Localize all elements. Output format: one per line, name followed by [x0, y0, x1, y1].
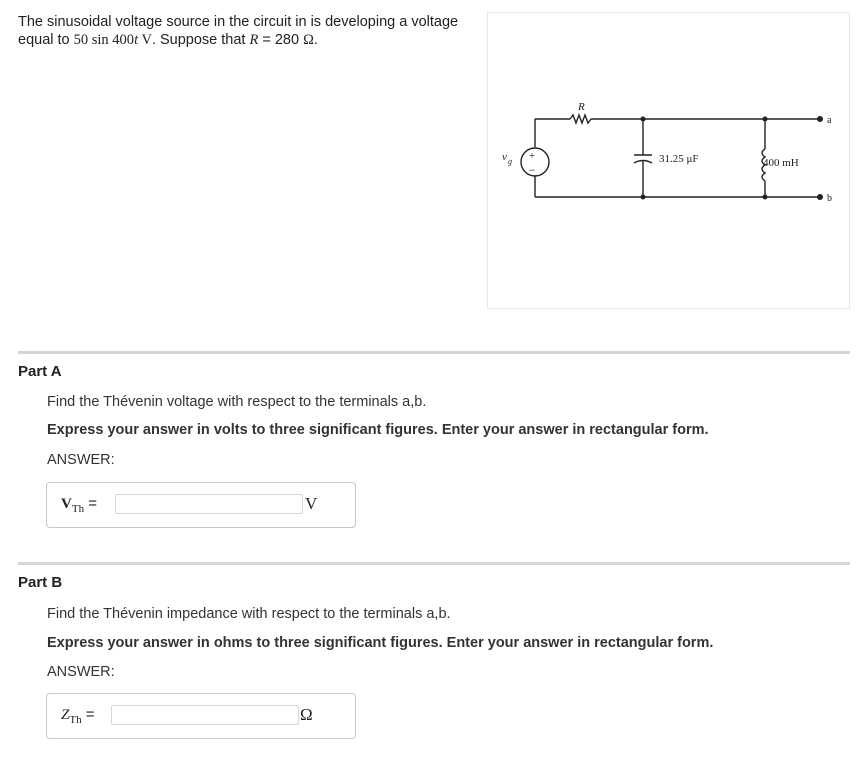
capacitor-label: 31.25 μF [659, 153, 699, 165]
resistance-symbol: R [249, 32, 259, 48]
problem-equal-to: equal to [18, 32, 70, 48]
problem-statement: The sinusoidal voltage source in the circuit in is developing a voltage equal to 50 sin 400t V. Suppose that R = 280 Ω. [18, 14, 459, 48]
part-b-instruction: Express your answer in ohms to three significant figures. Enter your answer in rectangular form. [47, 635, 714, 651]
resistor-zigzag [570, 115, 591, 123]
part-b-answer-box [46, 693, 356, 739]
terminal-a-dot [817, 116, 823, 122]
voltage-expression: 50 sin 400t V [73, 32, 152, 48]
terminal-a-label: a [827, 115, 832, 126]
source-plus: + [528, 150, 536, 162]
part-a-answer-label: ANSWER: [47, 452, 115, 468]
part-a-answer-box [46, 482, 356, 528]
zth-label: $Z_{Th}$ = [61, 706, 95, 726]
source-subscript: g [508, 157, 512, 166]
problem-intro: The sinusoidal voltage source in the circuit in is developing a voltage [18, 14, 459, 30]
part-a-title: Part A [18, 363, 62, 380]
part-b-question: Find the Thévenin impedance with respect to the terminals a,b. [47, 606, 451, 622]
node-top-ind [763, 117, 768, 122]
node-bottom-ind [763, 195, 768, 200]
part-a-question: Find the Thévenin voltage with respect to the terminals a,b. [47, 394, 427, 410]
resistance-value: = 280 [258, 32, 304, 48]
part-b-title: Part B [18, 574, 63, 591]
terminal-b-label: b [827, 193, 832, 204]
vth-unit: V [305, 494, 318, 513]
vth-label: $V_{Th}$ = [61, 495, 98, 515]
node-top-cap [641, 117, 646, 122]
zth-unit: Ω [300, 705, 313, 724]
zth-input[interactable] [111, 705, 299, 725]
inductor-label: 400 mH [763, 157, 799, 169]
resistor-label: R [578, 101, 585, 113]
problem-suppose: . Suppose that [151, 32, 246, 48]
divider-part-a [18, 351, 850, 354]
ohm-symbol: Ω [303, 32, 314, 48]
part-a-instruction: Express your answer in volts to three significant figures. Enter your answer in rectangular form. [47, 422, 709, 438]
source-label: v [502, 151, 507, 163]
source-minus: − [528, 163, 536, 177]
part-b-answer-label: ANSWER: [47, 664, 115, 680]
vth-input[interactable] [115, 494, 303, 514]
node-bottom-cap [641, 195, 646, 200]
divider-part-b [18, 562, 850, 565]
circuit-figure [487, 12, 850, 309]
terminal-b-dot [817, 194, 823, 200]
circuit-diagram [488, 13, 849, 308]
